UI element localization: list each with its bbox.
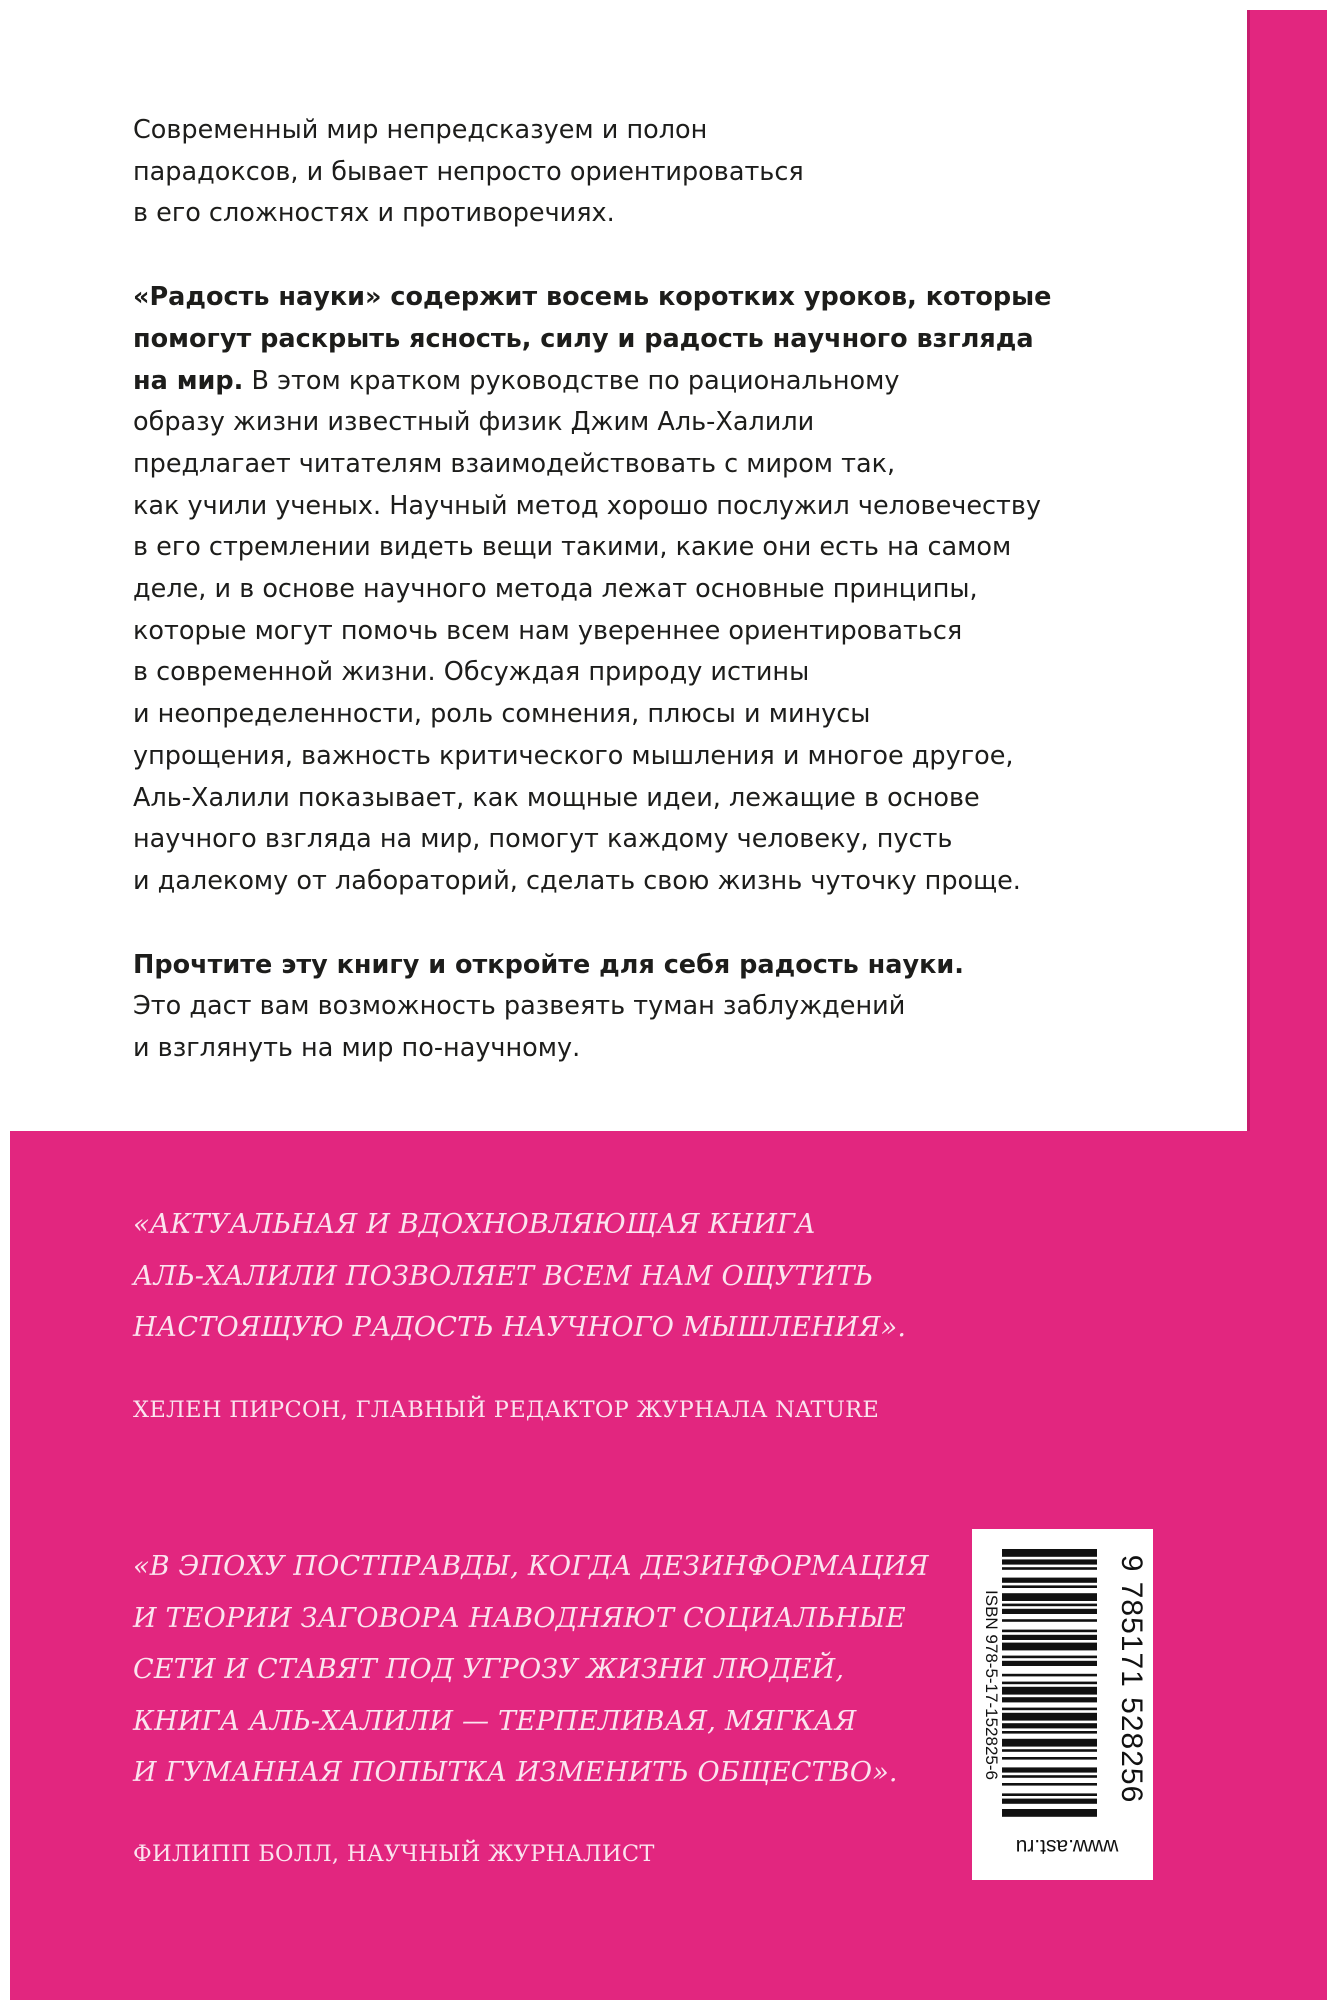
isbn-label: ISBN 978-5-17-152825-6 bbox=[982, 1590, 1001, 1780]
review-quote-1: «АКТУАЛЬНАЯ И ВДОХНОВЛЯЮЩАЯ КНИГА АЛЬ-ХАЛИЛИ ПОЗВОЛЯЕТ ВСЕМ НАМ ОЩУТИТЬ НАСТОЯЩУЮ РАДОСТЬ НАУЧНОГО МЫШЛЕНИЯ». bbox=[133, 1209, 907, 1343]
barcode-bar bbox=[1002, 1593, 1097, 1601]
barcode-bar bbox=[1002, 1661, 1097, 1666]
barcode-bar bbox=[1002, 1578, 1097, 1583]
barcode-bar bbox=[1002, 1635, 1097, 1640]
barcode-bar bbox=[1002, 1674, 1097, 1677]
description-paragraph-2: «Радость науки» содержит восемь коротких уроков, которые помогут раскрыть ясность, силу и радость научного взгляда на мир. В этом кратком руководстве по рациональному образу жизни известный физик Джим Аль-Халили предлагает читателям взаимодействовать с миром так, как учили ученых. Научный метод хорошо послужил человечеству в его стремлении видеть вещи такими, какие они есть на самом деле, и в основе научного метода лежат основные принципы, которые могут помочь всем нам увереннее ориентироваться в современной жизни. Обсуждая природу истины и неопределенности, роль сомнения, плюсы и минусы упрощения, важность критического мышления и многое другое, Аль-Халили показывает, как мощные идеи, лежащие в основе научного взгляда на мир, помогут каждому человеку, пусть и далекому от лабораторий, сделать свою жизнь чуточку проще. bbox=[133, 282, 1052, 896]
barcode-bar bbox=[1002, 1793, 1097, 1796]
barcode-bar bbox=[1002, 1767, 1097, 1772]
barcode-bars bbox=[1002, 1549, 1097, 1817]
barcode-bar bbox=[1002, 1687, 1097, 1695]
description-paragraph-3: Прочтите эту книгу и откройте для себя радость науки. Это даст вам возможность развеять туман заблуждений и взглянуть на мир по-научному. bbox=[133, 949, 964, 1064]
barcode-bar bbox=[1002, 1757, 1097, 1760]
barcode-bar bbox=[1002, 1723, 1097, 1728]
barcode-bar bbox=[1002, 1549, 1097, 1557]
barcode-bar bbox=[1002, 1604, 1097, 1607]
barcode-bar bbox=[1002, 1682, 1097, 1685]
barcode-bar bbox=[1002, 1739, 1097, 1747]
barcode-digits: 9 785171 528256 bbox=[1115, 1554, 1148, 1804]
book-description bbox=[133, 110, 1153, 1070]
quote-2-attribution: ФИЛИПП БОЛЛ, НАУЧНЫЙ ЖУРНАЛИСТ bbox=[133, 1841, 655, 1867]
barcode-bar bbox=[1002, 1643, 1097, 1651]
barcode-bar bbox=[1002, 1783, 1097, 1786]
barcode-bar bbox=[1002, 1775, 1097, 1778]
barcode-bar bbox=[1002, 1559, 1097, 1564]
barcode-bar bbox=[1002, 1809, 1097, 1817]
barcode-bar bbox=[1002, 1567, 1097, 1570]
barcode-bar bbox=[1002, 1619, 1097, 1622]
isbn-barcode bbox=[972, 1529, 1153, 1880]
book-spine bbox=[1247, 10, 1327, 2000]
barcode-bar bbox=[1002, 1656, 1097, 1659]
description-paragraph-1: Современный мир непредсказуем и полон парадоксов, и бывает непросто ориентироваться в его сложностях и противоречиях. bbox=[133, 115, 804, 229]
barcode-bar bbox=[1002, 1731, 1097, 1734]
barcode-bar bbox=[1002, 1609, 1097, 1614]
publisher-website: www.ast.ru bbox=[1015, 1835, 1119, 1858]
barcode-bar bbox=[1002, 1799, 1097, 1804]
barcode-bar bbox=[1002, 1708, 1097, 1711]
barcode-graphic bbox=[972, 1529, 1153, 1880]
barcode-bar bbox=[1002, 1697, 1097, 1702]
barcode-bar bbox=[1002, 1713, 1097, 1721]
quote-1-attribution: ХЕЛЕН ПИРСОН, ГЛАВНЫЙ РЕДАКТОР ЖУРНАЛА NATURE bbox=[133, 1397, 880, 1423]
barcode-bar bbox=[1002, 1585, 1097, 1588]
barcode-bar bbox=[1002, 1749, 1097, 1752]
barcode-bar bbox=[1002, 1630, 1097, 1633]
review-quote-2: «В ЭПОХУ ПОСТПРАВДЫ, КОГДА ДЕЗИНФОРМАЦИЯ И ТЕОРИИ ЗАГОВОРА НАВОДНЯЮТ СОЦИАЛЬНЫЕ СЕТИ И СТАВЯТ ПОД УГРОЗУ ЖИЗНИ ЛЮДЕЙ, КНИГА АЛЬ-ХАЛИЛИ — ТЕРПЕЛИВАЯ, МЯГКАЯ И ГУМАННАЯ ПОПЫТКА ИЗМЕНИТЬ ОБЩЕСТВО». bbox=[133, 1551, 929, 1788]
